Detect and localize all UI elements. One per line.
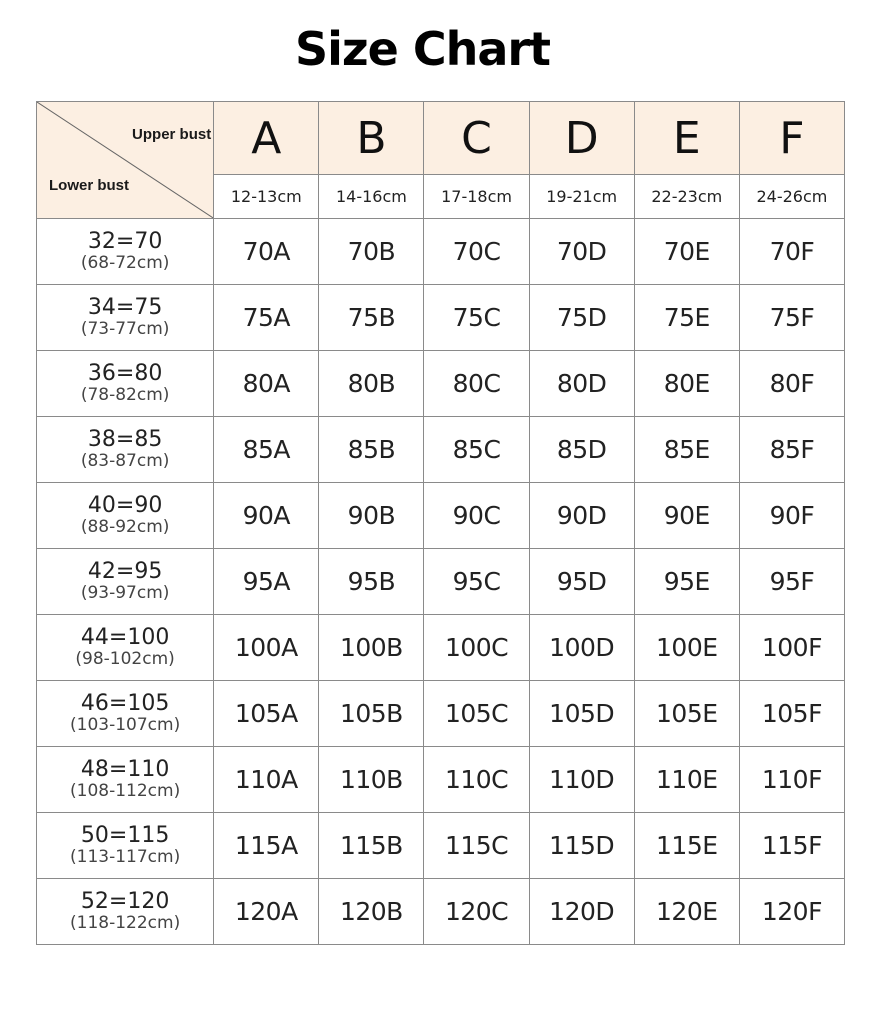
size-cell: 90E bbox=[634, 483, 739, 549]
size-cell: 80C bbox=[424, 351, 529, 417]
table-row bbox=[37, 681, 845, 747]
size-cell: 90D bbox=[529, 483, 634, 549]
size-cell: 75B bbox=[319, 285, 424, 351]
size-cell: 85C bbox=[424, 417, 529, 483]
size-cell: 105D bbox=[529, 681, 634, 747]
size-cell: 100D bbox=[529, 615, 634, 681]
band-size-label: 48=110 bbox=[80, 757, 170, 783]
band-size-cell bbox=[37, 681, 214, 747]
band-size-label: 38=85 bbox=[87, 427, 163, 453]
band-range-label: (113-117cm) bbox=[70, 847, 181, 868]
table-row bbox=[37, 549, 845, 615]
cup-header-d: D bbox=[529, 102, 634, 175]
cup-header-b: B bbox=[319, 102, 424, 175]
size-cell: 75A bbox=[214, 285, 319, 351]
size-cell: 110F bbox=[739, 747, 844, 813]
band-range-label: (83-87cm) bbox=[80, 451, 170, 472]
size-cell: 100E bbox=[634, 615, 739, 681]
size-cell: 85A bbox=[214, 417, 319, 483]
band-size-label: 32=70 bbox=[87, 229, 163, 255]
size-cell: 95D bbox=[529, 549, 634, 615]
size-cell: 90B bbox=[319, 483, 424, 549]
size-cell: 115E bbox=[634, 813, 739, 879]
band-size-cell bbox=[37, 417, 214, 483]
size-cell: 115F bbox=[739, 813, 844, 879]
size-cell: 120B bbox=[319, 879, 424, 945]
size-cell: 85E bbox=[634, 417, 739, 483]
band-range-label: (98-102cm) bbox=[75, 649, 175, 670]
band-size-cell bbox=[37, 285, 214, 351]
size-cell: 90F bbox=[739, 483, 844, 549]
size-cell: 95B bbox=[319, 549, 424, 615]
band-range-label: (108-112cm) bbox=[70, 781, 181, 802]
cup-range-c: 17-18cm bbox=[424, 175, 529, 219]
size-cell: 115C bbox=[424, 813, 529, 879]
cup-header-e: E bbox=[634, 102, 739, 175]
corner-header-cell bbox=[37, 102, 214, 219]
size-cell: 70E bbox=[634, 219, 739, 285]
size-cell: 95A bbox=[214, 549, 319, 615]
size-cell: 70B bbox=[319, 219, 424, 285]
size-cell: 75E bbox=[634, 285, 739, 351]
size-cell: 110C bbox=[424, 747, 529, 813]
size-cell: 120E bbox=[634, 879, 739, 945]
band-size-cell bbox=[37, 219, 214, 285]
band-size-cell bbox=[37, 549, 214, 615]
cup-header-a: A bbox=[214, 102, 319, 175]
size-cell: 105E bbox=[634, 681, 739, 747]
size-cell: 120F bbox=[739, 879, 844, 945]
band-range-label: (88-92cm) bbox=[80, 517, 170, 538]
size-cell: 115D bbox=[529, 813, 634, 879]
size-cell: 80F bbox=[739, 351, 844, 417]
band-range-label: (68-72cm) bbox=[80, 253, 170, 274]
lower-bust-label: Lower bust bbox=[49, 177, 130, 194]
size-cell: 100A bbox=[214, 615, 319, 681]
size-cell: 85D bbox=[529, 417, 634, 483]
band-size-cell bbox=[37, 351, 214, 417]
size-cell: 70C bbox=[424, 219, 529, 285]
band-size-label: 52=120 bbox=[80, 889, 170, 915]
size-cell: 85F bbox=[739, 417, 844, 483]
band-range-label: (73-77cm) bbox=[80, 319, 170, 340]
size-cell: 110B bbox=[319, 747, 424, 813]
size-cell: 115A bbox=[214, 813, 319, 879]
size-cell: 115B bbox=[319, 813, 424, 879]
band-size-label: 34=75 bbox=[87, 295, 163, 321]
cup-range-d: 19-21cm bbox=[529, 175, 634, 219]
cup-range-f: 24-26cm bbox=[739, 175, 844, 219]
size-cell: 110D bbox=[529, 747, 634, 813]
size-cell: 110A bbox=[214, 747, 319, 813]
size-cell: 105B bbox=[319, 681, 424, 747]
band-size-cell bbox=[37, 813, 214, 879]
table-row bbox=[37, 285, 845, 351]
band-size-label: 44=100 bbox=[80, 625, 170, 651]
table-row bbox=[37, 813, 845, 879]
size-cell: 110E bbox=[634, 747, 739, 813]
band-range-label: (103-107cm) bbox=[70, 715, 181, 736]
size-cell: 100B bbox=[319, 615, 424, 681]
band-size-label: 36=80 bbox=[87, 361, 163, 387]
size-cell: 75D bbox=[529, 285, 634, 351]
diagonal-divider bbox=[37, 102, 213, 218]
size-cell: 90C bbox=[424, 483, 529, 549]
size-cell: 95F bbox=[739, 549, 844, 615]
band-range-label: (78-82cm) bbox=[80, 385, 170, 406]
upper-bust-label: Upper bust bbox=[132, 126, 212, 143]
cup-range-a: 12-13cm bbox=[214, 175, 319, 219]
size-cell: 70F bbox=[739, 219, 844, 285]
table-row bbox=[37, 615, 845, 681]
band-size-label: 42=95 bbox=[87, 559, 163, 585]
size-cell: 80E bbox=[634, 351, 739, 417]
band-size-label: 46=105 bbox=[80, 691, 170, 717]
table-row bbox=[37, 879, 845, 945]
band-range-label: (118-122cm) bbox=[70, 913, 181, 934]
band-size-cell bbox=[37, 615, 214, 681]
band-range-label: (93-97cm) bbox=[80, 583, 170, 604]
size-cell: 105C bbox=[424, 681, 529, 747]
size-cell: 80D bbox=[529, 351, 634, 417]
size-cell: 105F bbox=[739, 681, 844, 747]
band-size-cell bbox=[37, 879, 214, 945]
size-cell: 70A bbox=[214, 219, 319, 285]
size-chart-table bbox=[36, 101, 845, 945]
cup-letter-row bbox=[37, 102, 845, 175]
cup-header-f: F bbox=[739, 102, 844, 175]
cup-header-c: C bbox=[424, 102, 529, 175]
size-cell: 95C bbox=[424, 549, 529, 615]
size-cell: 85B bbox=[319, 417, 424, 483]
band-size-cell bbox=[37, 747, 214, 813]
table-row bbox=[37, 483, 845, 549]
page-title: Size Chart bbox=[294, 22, 551, 76]
size-cell: 90A bbox=[214, 483, 319, 549]
size-cell: 120C bbox=[424, 879, 529, 945]
size-cell: 100C bbox=[424, 615, 529, 681]
size-cell: 120A bbox=[214, 879, 319, 945]
table-row bbox=[37, 417, 845, 483]
size-cell: 120D bbox=[529, 879, 634, 945]
table-row bbox=[37, 747, 845, 813]
size-cell: 70D bbox=[529, 219, 634, 285]
size-cell: 95E bbox=[634, 549, 739, 615]
band-size-cell bbox=[37, 483, 214, 549]
table-row bbox=[37, 219, 845, 285]
cup-range-b: 14-16cm bbox=[319, 175, 424, 219]
size-cell: 75C bbox=[424, 285, 529, 351]
cup-range-e: 22-23cm bbox=[634, 175, 739, 219]
band-size-label: 50=115 bbox=[80, 823, 170, 849]
band-size-label: 40=90 bbox=[87, 493, 163, 519]
size-cell: 80B bbox=[319, 351, 424, 417]
size-cell: 100F bbox=[739, 615, 844, 681]
size-cell: 80A bbox=[214, 351, 319, 417]
size-cell: 75F bbox=[739, 285, 844, 351]
table-row bbox=[37, 351, 845, 417]
size-cell: 105A bbox=[214, 681, 319, 747]
